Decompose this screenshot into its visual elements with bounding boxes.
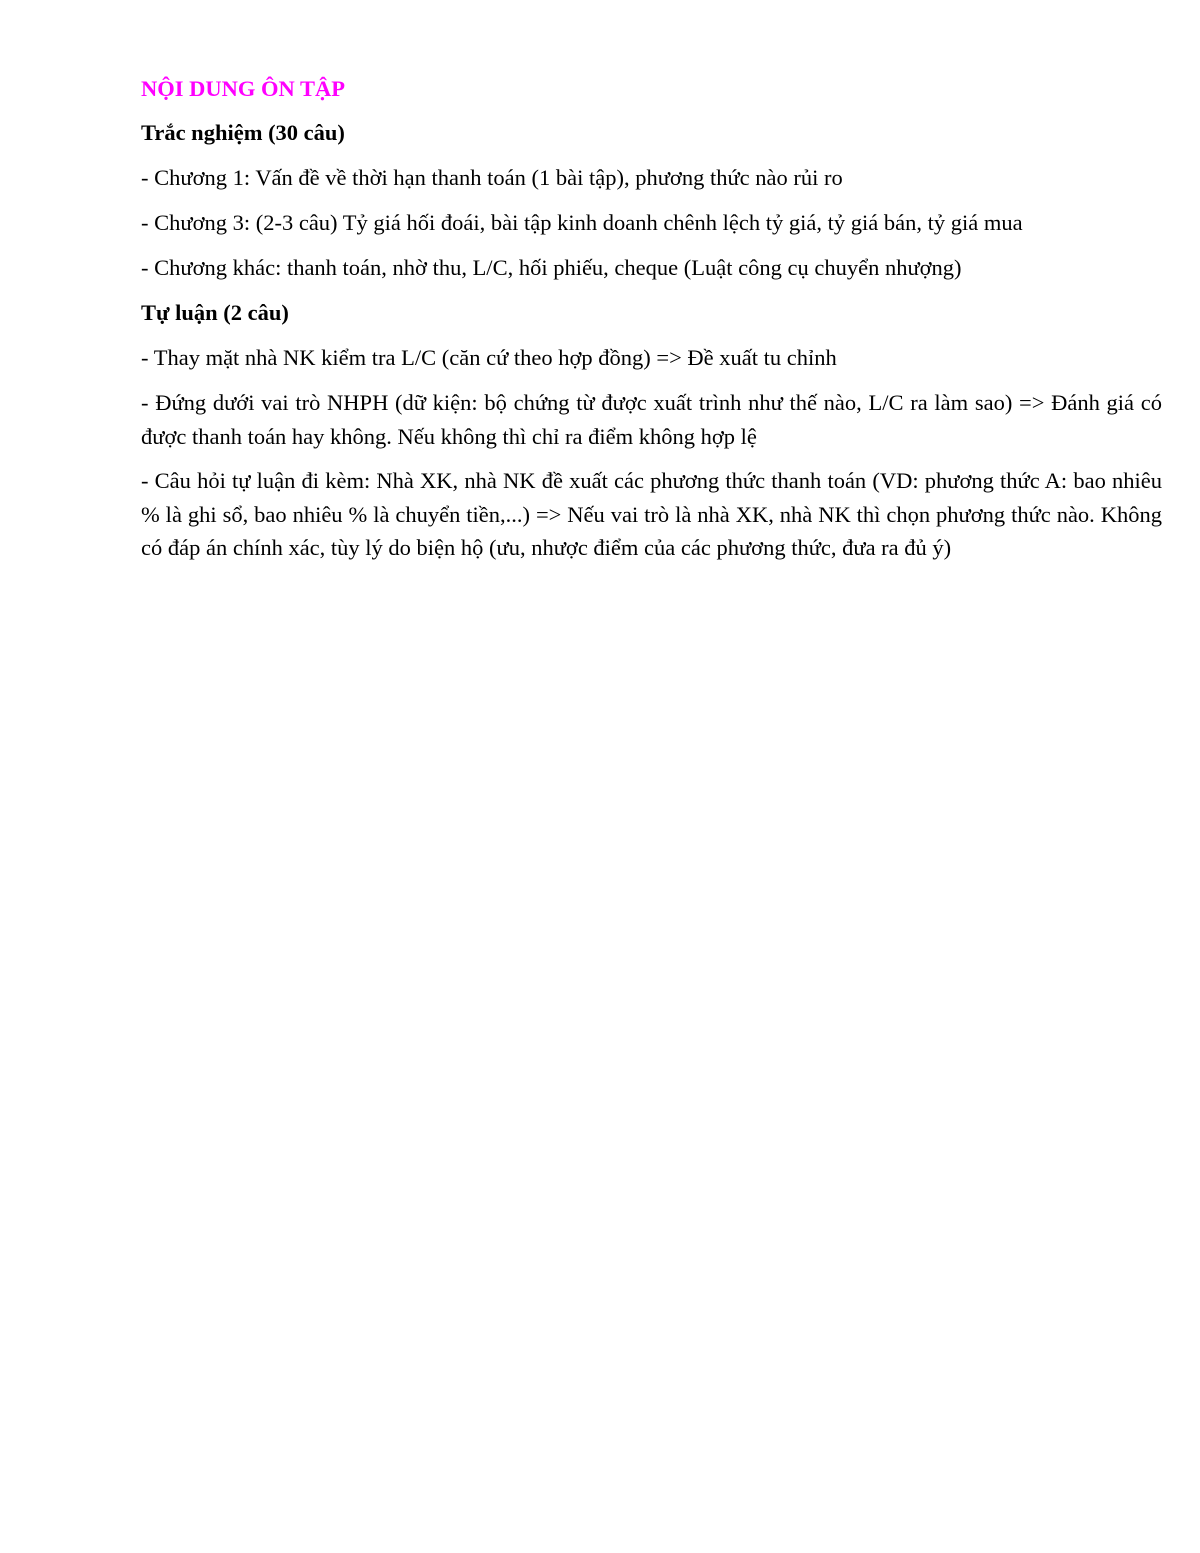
list-item: - Chương khác: thanh toán, nhờ thu, L/C, hối phiếu, cheque (Luật công cụ chuyển nhượng)	[141, 255, 962, 280]
list-item: - Chương 3: (2-3 câu) Tỷ giá hối đoái, bài tập kinh doanh chênh lệch tỷ giá, tỷ giá bán, tỷ giá mua	[141, 210, 1023, 235]
list-item: - Câu hỏi tự luận đi kèm: Nhà XK, nhà NK đề xuất các phương thức thanh toán (VD: phương thức A: bao nhiêu % là ghi sổ, bao nhiêu % là chuyển tiền,...) => Nếu vai trò là nhà XK, nhà NK thì chọn phương thức nào. Không có đáp án chính xác, tùy lý do biện hộ (ưu, nhược điểm của các phương thức, đưa ra đủ ý)	[141, 468, 1162, 560]
document-title: NỘI DUNG ÔN TẬP	[141, 76, 345, 101]
list-item: - Chương 1: Vấn đề về thời hạn thanh toán (1 bài tập), phương thức nào rủi ro	[141, 165, 843, 190]
section-heading-essay: Tự luận (2 câu)	[141, 300, 289, 325]
list-item: - Thay mặt nhà NK kiểm tra L/C (căn cứ theo hợp đồng) => Đề xuất tu chỉnh	[141, 345, 837, 370]
section-heading-multiple-choice: Trắc nghiệm (30 câu)	[141, 120, 345, 145]
list-item: - Đứng dưới vai trò NHPH (dữ kiện: bộ chứng từ được xuất trình như thế nào, L/C ra làm sao) => Đánh giá có được thanh toán hay không. Nếu không thì chỉ ra điểm không hợp lệ	[141, 390, 1162, 449]
document-content	[141, 72, 1162, 576]
